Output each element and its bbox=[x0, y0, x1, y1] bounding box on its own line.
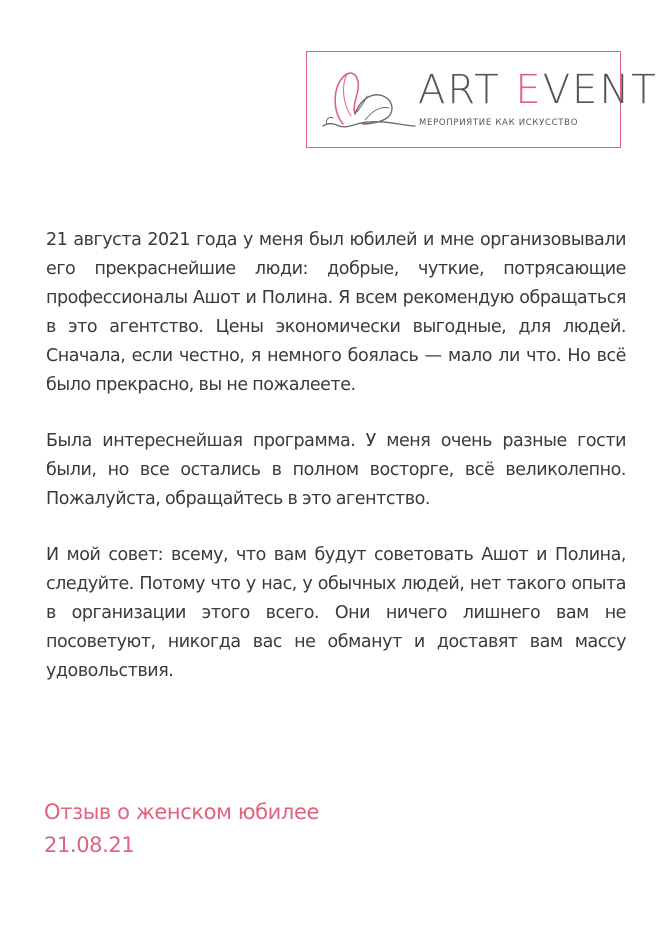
review-paragraph-3: И мой совет: всему, что вам будут советовать Ашот и Полина, следуйте. Потому что у нас, у обычных людей, нет такого опыта в организации этого всего. Они ничего лишнего вам не посоветуют, никогда вас не обманут и доставят вам массу удовольствия. bbox=[46, 545, 626, 681]
logo bbox=[306, 51, 658, 148]
review-paragraph-1: 21 августа 2021 года у меня был юбилей и мне организовывали его прекраснейшие люди: добрые, чуткие, потрясающие профессионалы Ашот и Полина. Я всем рекомендую обращаться в это агентство. Цены экономически выгодные, для людей. Сначала, если честно, я немного боялась — мало ли что. Но всё было прекрасно, вы не пожалеете. bbox=[46, 230, 626, 395]
review-caption bbox=[44, 796, 319, 862]
brand-name bbox=[418, 68, 658, 112]
review-text bbox=[46, 226, 626, 713]
review-caption-date: 21.08.21 bbox=[44, 833, 135, 857]
brand-tagline: МЕРОПРИЯТИЕ КАК ИСКУССТВО bbox=[419, 118, 579, 128]
butterfly-icon bbox=[321, 66, 417, 132]
review-paragraph-2: Была интереснейшая программа. У меня очень разные гости были, но все остались в полном восторге, всё великолепно. Пожалуйста, обращайтесь в это агентство. bbox=[46, 431, 626, 509]
brand-name-first: ART bbox=[418, 67, 501, 113]
brand-name-accent-letter: E bbox=[515, 67, 543, 113]
review-caption-title: Отзыв о женском юбилее bbox=[44, 800, 319, 824]
brand-name-rest: VENT bbox=[542, 67, 658, 113]
